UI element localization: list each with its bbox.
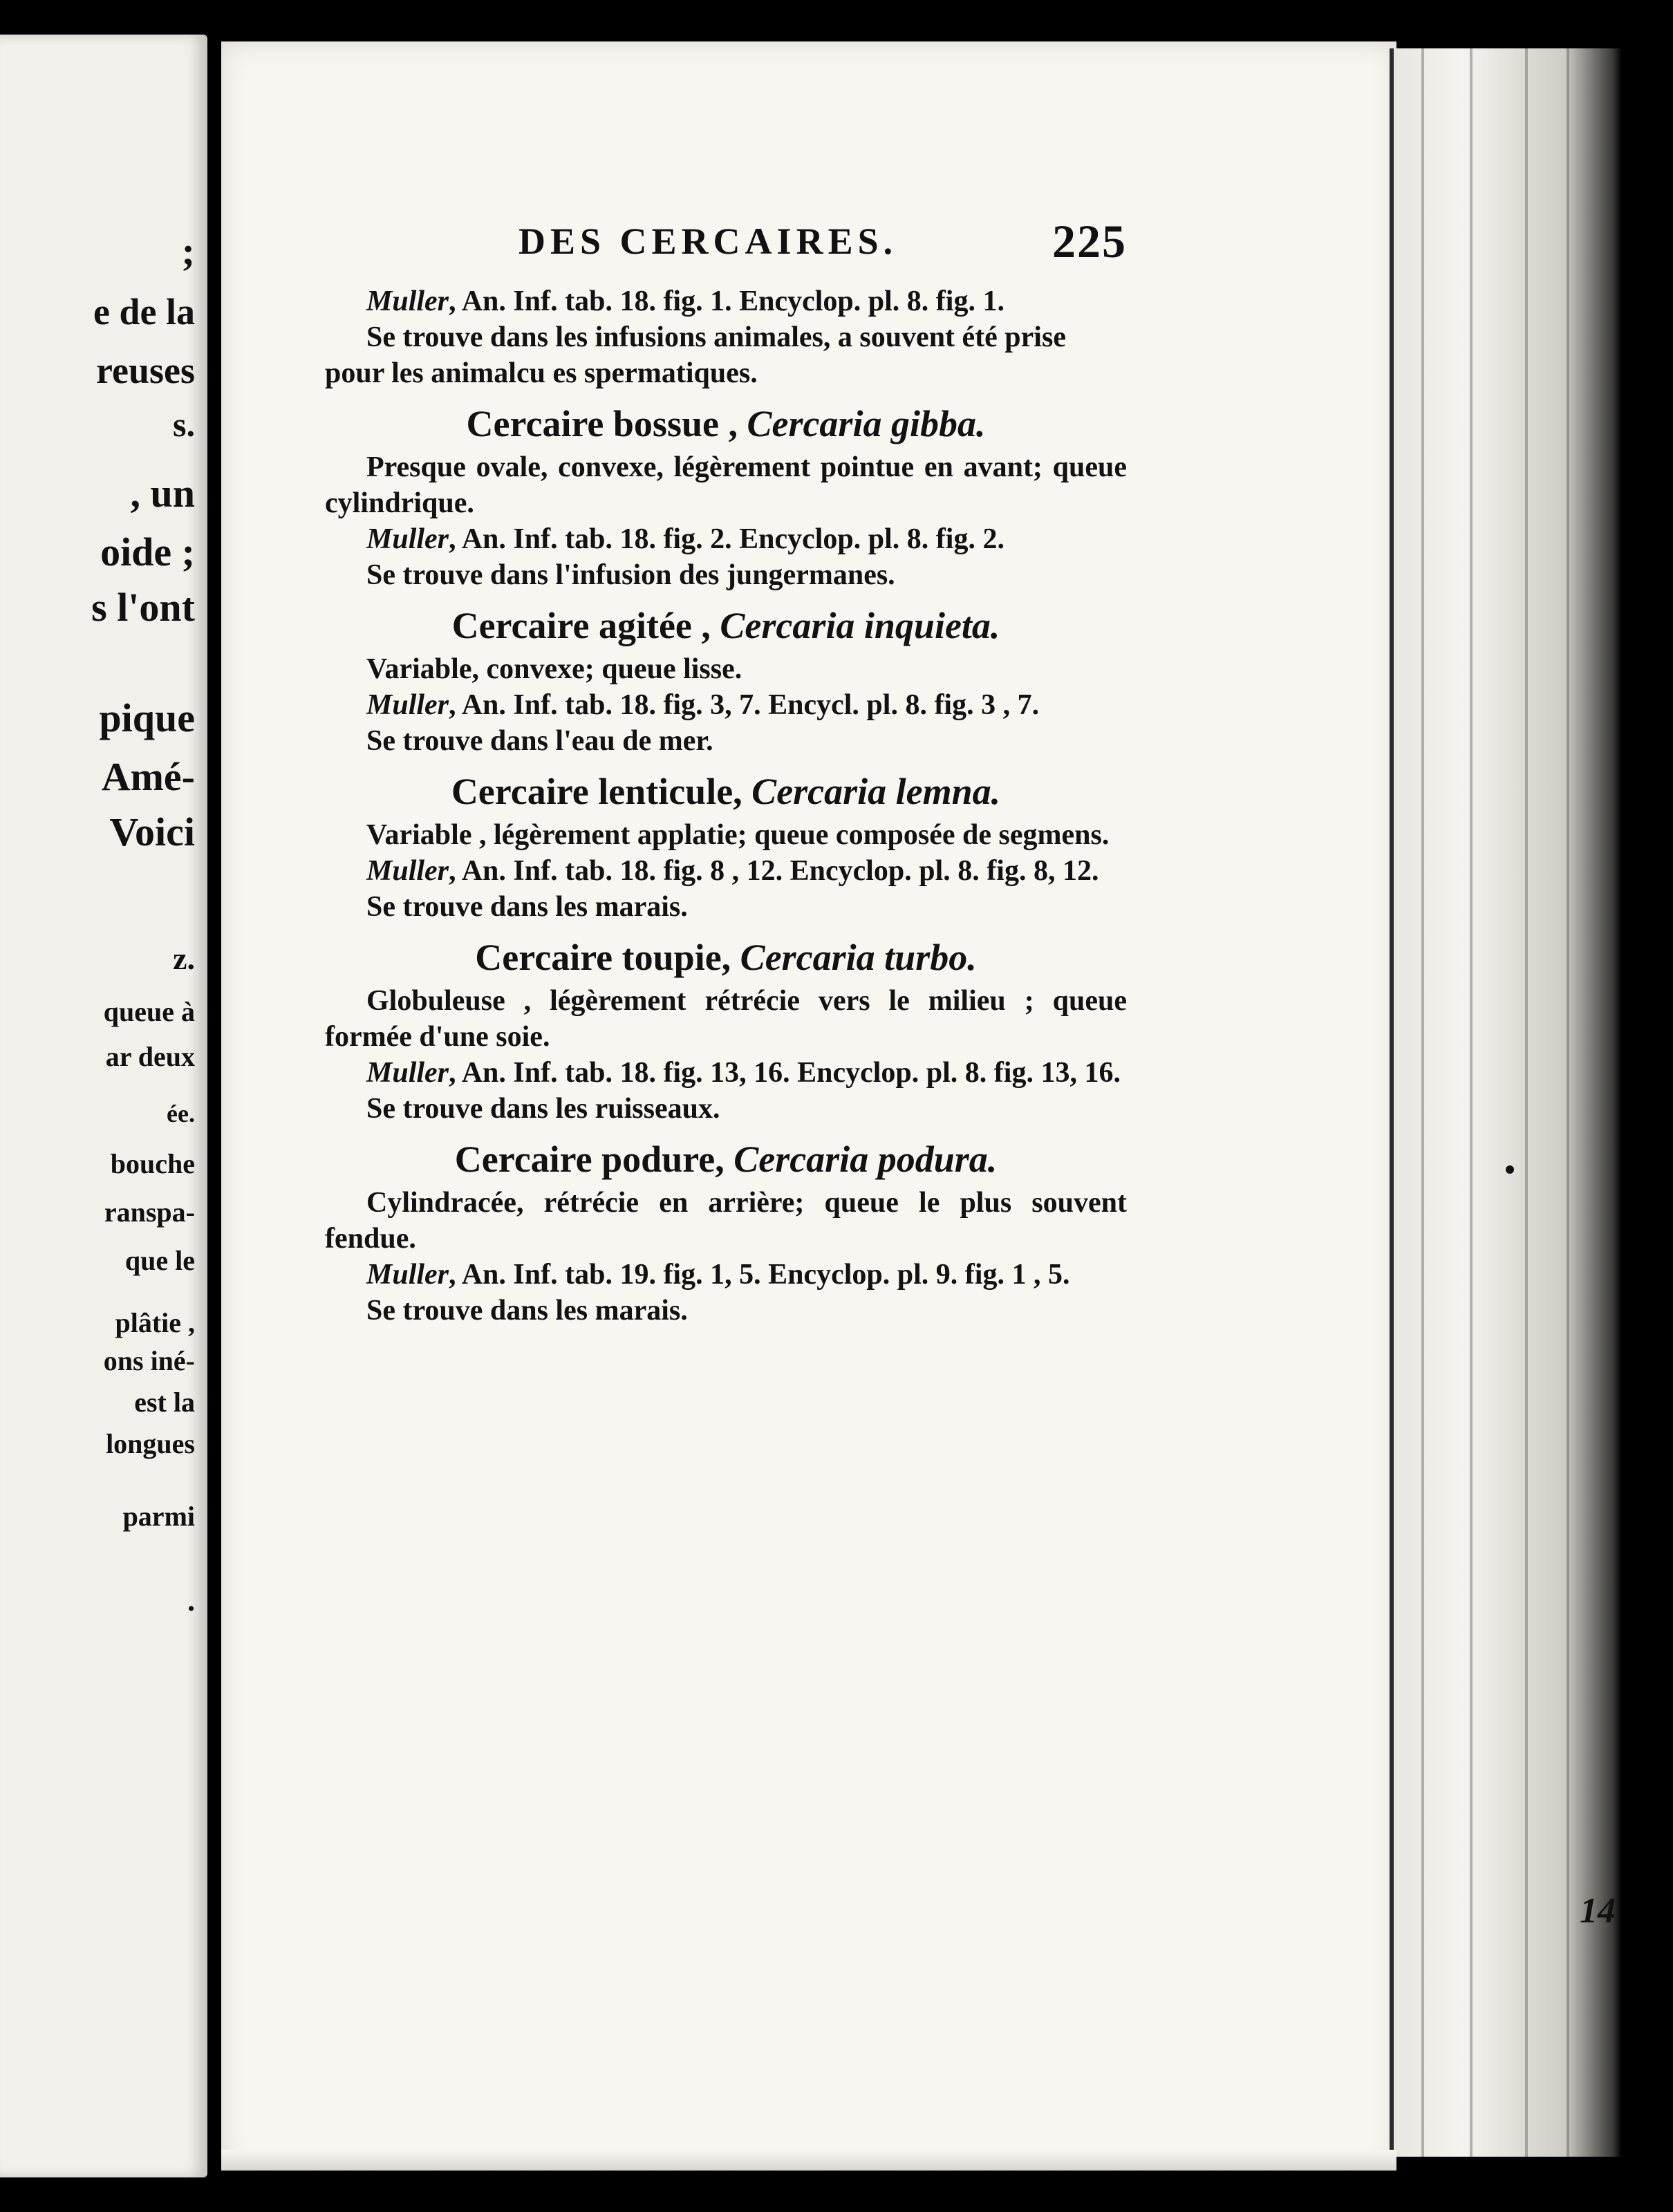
left-page-line: parmi bbox=[122, 1501, 195, 1532]
left-page-line: ée. bbox=[167, 1100, 195, 1127]
left-page-line: Amé- bbox=[101, 754, 195, 799]
species-name-latin: Cercaria podura. bbox=[733, 1138, 998, 1180]
left-page-line: ranspa- bbox=[104, 1197, 195, 1228]
species-entry bbox=[325, 398, 1127, 593]
species-heading bbox=[325, 932, 1127, 983]
citation-author: Muller bbox=[366, 285, 449, 317]
citation-reference: , An. Inf. tab. 18. fig. 3, 7. Encycl. pl. 8. fig. 3 , 7. bbox=[449, 689, 1040, 721]
species-habitat: Se trouve dans les marais. bbox=[366, 891, 688, 923]
species-entry bbox=[325, 1134, 1127, 1329]
species-description: Presque ovale, convexe, légèrement pointue en avant; queue cylindrique. bbox=[325, 451, 1127, 519]
species-description: Variable, convexe; queue lisse. bbox=[366, 653, 742, 685]
left-page-line: z. bbox=[173, 941, 195, 976]
species-citation bbox=[325, 1257, 1127, 1293]
page-bottom-edge bbox=[221, 2150, 1396, 2171]
species-name-french: Cercaire toupie, bbox=[475, 937, 731, 978]
running-head-title: DES CERCAIRES. bbox=[518, 221, 898, 262]
book-gutter bbox=[207, 0, 221, 2212]
species-name-french: Cercaire lenticule, bbox=[451, 771, 742, 812]
species-heading bbox=[325, 766, 1127, 817]
species-entry bbox=[325, 766, 1127, 925]
citation-author: Muller bbox=[366, 855, 449, 887]
species-habitat: Se trouve dans les infusions animales, a souvent été prise pour les animalcu es spermatiques. bbox=[325, 321, 1066, 389]
left-page-line: queue à bbox=[103, 996, 195, 1027]
running-head bbox=[512, 214, 1127, 270]
species-habitat: Se trouve dans les marais. bbox=[366, 1295, 688, 1327]
species-heading bbox=[325, 398, 1127, 449]
species-entry bbox=[325, 932, 1127, 1127]
left-page-line: ar deux bbox=[105, 1041, 195, 1072]
left-page-line: que le bbox=[124, 1245, 195, 1276]
species-description: Variable , légèrement applatie; queue composée de segmens. bbox=[366, 819, 1110, 851]
body-text bbox=[325, 283, 1127, 1329]
citation-reference: , An. Inf. tab. 18. fig. 1. Encyclop. pl. 8. fig. 1. bbox=[449, 285, 1004, 317]
left-page-line: ; bbox=[181, 229, 195, 274]
species-citation bbox=[325, 853, 1127, 889]
citation-author: Muller bbox=[366, 689, 449, 721]
species-name-latin: Cercaria turbo. bbox=[740, 937, 977, 978]
species-name-latin: Cercaria inquieta. bbox=[720, 605, 1000, 646]
species-heading bbox=[325, 600, 1127, 651]
species-entry bbox=[325, 600, 1127, 759]
species-description: Cylindracée, rétrécie en arrière; queue le plus souvent fendue. bbox=[325, 1187, 1127, 1255]
left-facing-page bbox=[0, 35, 207, 2177]
ink-spot bbox=[1506, 1165, 1514, 1174]
left-page-line: , un bbox=[130, 471, 195, 516]
left-page-line: e de la bbox=[93, 291, 195, 332]
species-name-french: Cercaire agitée , bbox=[451, 605, 711, 646]
citation-author: Muller bbox=[366, 1057, 449, 1089]
left-page-line: bouche bbox=[110, 1148, 195, 1179]
species-citation bbox=[325, 521, 1127, 557]
left-page-line: s. bbox=[173, 405, 195, 444]
species-habitat: Se trouve dans l'infusion des jungermanes. bbox=[366, 559, 895, 591]
left-page-line: . bbox=[187, 1584, 195, 1618]
species-habitat: Se trouve dans les ruisseaux. bbox=[366, 1093, 720, 1125]
left-page-line: s l'ont bbox=[91, 585, 195, 630]
left-page-line: oide ; bbox=[100, 529, 195, 574]
citation-reference: , An. Inf. tab. 18. fig. 2. Encyclop. pl. 8. fig. 2. bbox=[449, 523, 1004, 555]
left-page-line: ons iné- bbox=[103, 1345, 195, 1376]
species-name-latin: Cercaria gibba. bbox=[747, 403, 986, 444]
page-number: 225 bbox=[1052, 215, 1127, 268]
species-entry bbox=[325, 283, 1127, 391]
left-page-line: Voici bbox=[109, 809, 195, 854]
citation-author: Muller bbox=[366, 523, 449, 555]
species-description: Globuleuse , légèrement rétrécie vers le milieu ; queue formée d'une soie. bbox=[325, 985, 1127, 1053]
species-citation bbox=[325, 687, 1127, 723]
page-edges bbox=[1390, 48, 1622, 2157]
left-page-line: reuses bbox=[96, 350, 195, 391]
left-page-line: pique bbox=[99, 695, 195, 740]
left-page-line: est la bbox=[134, 1387, 195, 1418]
citation-reference: , An. Inf. tab. 19. fig. 1, 5. Encyclop. pl. 9. fig. 1 , 5. bbox=[449, 1259, 1070, 1291]
left-page-line: longues bbox=[106, 1428, 195, 1459]
citation-reference: , An. Inf. tab. 18. fig. 13, 16. Encyclop. pl. 8. fig. 13, 16. bbox=[449, 1057, 1121, 1089]
species-name-french: Cercaire bossue , bbox=[466, 403, 738, 444]
species-name-latin: Cercaria lemna. bbox=[751, 771, 1001, 812]
species-habitat: Se trouve dans l'eau de mer. bbox=[366, 725, 713, 757]
species-heading bbox=[325, 1134, 1127, 1185]
species-citation bbox=[325, 1055, 1127, 1091]
species-citation bbox=[325, 283, 1127, 319]
citation-reference: , An. Inf. tab. 18. fig. 8 , 12. Encyclop. pl. 8. fig. 8, 12. bbox=[449, 855, 1099, 887]
margin-handwritten-mark: 14 bbox=[1580, 1891, 1616, 1931]
left-page-line: plâtie , bbox=[115, 1307, 195, 1338]
species-name-french: Cercaire podure, bbox=[454, 1138, 725, 1180]
citation-author: Muller bbox=[366, 1259, 449, 1291]
